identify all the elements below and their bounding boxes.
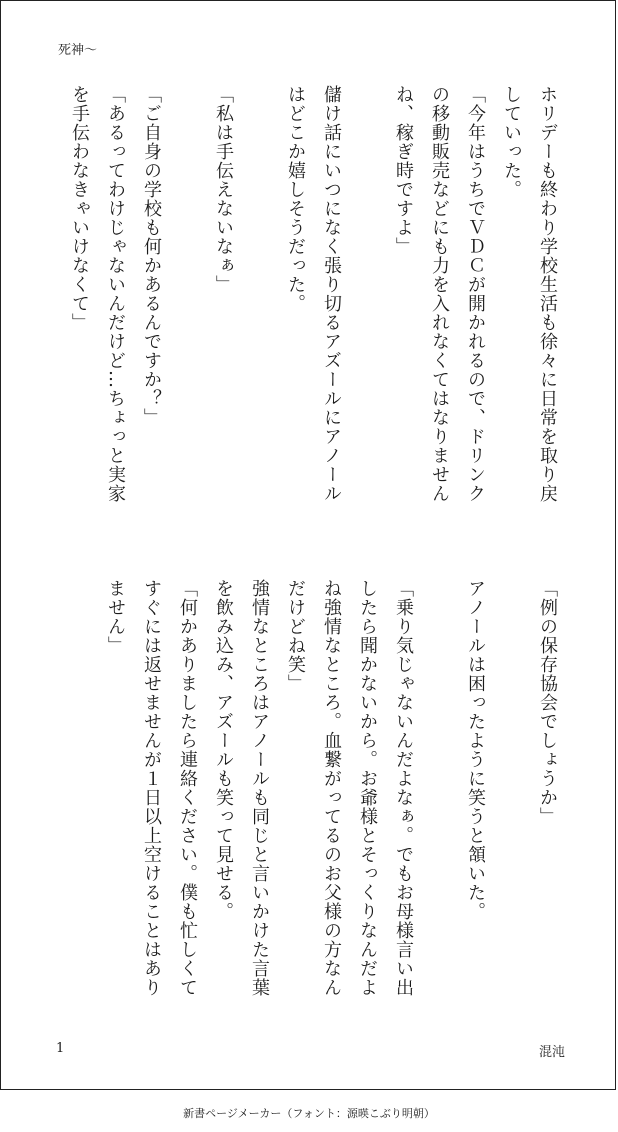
paragraph: ホリデーも終わり学校生活も徐々に日常を取り戻 していった。 xyxy=(501,85,558,503)
author-name: 混沌 xyxy=(538,1045,565,1060)
paragraph: 「例の保存協会でしょうか」 xyxy=(537,579,558,826)
paragraph: 「何かありましたら連絡ください。僕も忙しくて すぐには返せませんが１日以上空けることはあり ません」 xyxy=(105,579,198,997)
paragraph: 「あるってわけじゃないんだけど…ちょっと実家 を手伝わなきゃいけなくて」 xyxy=(69,85,126,503)
paragraph: 「乗り気じゃないんだよなぁ。でもお母様言い出 したら聞かないから。お爺様とそっくりなんだよ ね強情なところ。血繋がってるのお父様の方なん だけどね笑」 xyxy=(285,579,414,997)
page-header-title: 死神〜 xyxy=(58,43,98,58)
paragraph: アノールは困ったように笑うと頷いた。 xyxy=(465,579,486,921)
paragraph: 「今年はうちでＶＤＣが開かれるので、ドリンク の移動販売などにも力を入れなくてはなりません ね、稼ぎ時ですよ」 xyxy=(393,85,486,503)
footer-caption: 新書ページメーカー（フォント：源暎こぶり明朝） xyxy=(183,1107,435,1120)
page-number: 1 xyxy=(56,1041,65,1056)
paragraph: 強情なところはアノールも同じと言いかけた言葉 を飲み込み、アズールも笑って見せる。 xyxy=(213,579,270,997)
paragraph: 儲け話にいつになく張り切るアズールにアノール はどこか嬉しそうだった。 xyxy=(285,85,342,503)
paragraph: 「ご自身の学校も何かあるんですか？」 xyxy=(141,85,162,427)
paragraph: 「私は手伝えないなぁ」 xyxy=(213,85,234,294)
